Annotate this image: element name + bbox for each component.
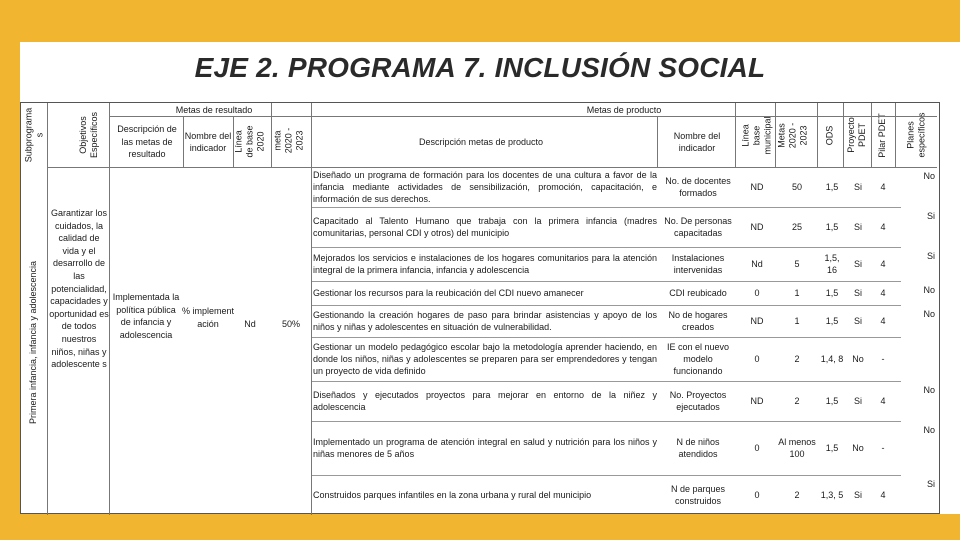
header-metas-resultado: Metas de resultado — [175, 105, 253, 115]
row-proyecto-cell: No — [852, 354, 864, 364]
grid-line — [271, 103, 272, 167]
row-divider — [311, 475, 901, 476]
row-divider — [311, 421, 901, 422]
row-proyecto-cell: Si — [853, 316, 862, 326]
resultado-indicador: % implement ación — [181, 306, 235, 329]
row-pilar-cell: 4 — [880, 259, 886, 269]
row-proyecto-cell: Si — [853, 396, 862, 406]
row-divider — [311, 305, 901, 306]
grid-line — [657, 117, 658, 167]
row-planes-cell: Si — [926, 251, 935, 261]
row-indicador-cell: N de parques construidos — [670, 484, 726, 506]
row-ods-cell: 1,5 — [825, 316, 839, 326]
row-linea-cell: ND — [750, 222, 764, 232]
row-desc-cell: Mejorados los servicios e instalaciones de los hogares comunitarios para la atención integral de la primera infancia, infancia y adolescencia — [313, 253, 657, 275]
row-pilar-cell: 4 — [880, 288, 886, 298]
row-meta-cell: Al menos 100 — [778, 437, 816, 459]
grid-line — [843, 103, 844, 167]
row-divider — [311, 281, 901, 282]
row-indicador-cell: No. Proyectos ejecutados — [669, 390, 727, 412]
row-desc-cell: Capacitado al Talento Humano que trabaja con la primera infancia (madres comunitarias, personal CDI y otros) del municipio — [313, 216, 657, 238]
row-meta-cell: 5 — [794, 259, 800, 269]
header-proyecto-pdet: Proyecto PDET — [846, 117, 867, 153]
grid-line — [311, 103, 312, 515]
row-planes-cell: Si — [926, 479, 935, 489]
row-linea-cell: 0 — [754, 288, 760, 298]
row-meta-cell: 1 — [794, 316, 800, 326]
top-accent-bar — [0, 0, 960, 42]
row-linea-cell: Nd — [751, 259, 763, 269]
header-metas-producto: Metas de producto — [586, 105, 662, 115]
row-pilar-cell: 4 — [880, 396, 886, 406]
row-linea-cell: ND — [750, 396, 764, 406]
grid-line — [735, 103, 736, 167]
row-linea-cell: 0 — [754, 443, 760, 453]
header-nombre-indicador: Nombre del indicador — [184, 130, 232, 153]
row-meta-cell: 1 — [794, 288, 800, 298]
row-desc-cell: Gestionar los recursos para la reubicación del CDI nuevo amanecer — [313, 288, 584, 298]
grid-line — [47, 103, 48, 515]
header-meta-2020-2023: meta 2020 - 2023 — [272, 127, 305, 153]
row-meta-cell: 50 — [791, 182, 802, 192]
grid-line — [109, 116, 937, 117]
row-ods-cell: 1,4, 8 — [820, 354, 844, 364]
header-descripcion-producto: Descripción metas de producto — [418, 136, 544, 147]
row-pilar-cell: - — [881, 443, 885, 453]
row-indicador-cell: No. De personas capacitadas — [664, 216, 732, 238]
program-table — [20, 102, 940, 514]
grid-line — [871, 103, 872, 167]
row-divider — [311, 207, 901, 208]
row-indicador-cell: Instalaciones intervenidas — [671, 253, 725, 275]
row-ods-cell: 1,5 — [825, 396, 839, 406]
header-metas-2020-2023: Metas 2020 - 2023 — [776, 122, 809, 148]
header-nombre-indicador-producto: Nombre del indicador — [673, 130, 721, 153]
resultado-linea-base: Nd — [244, 319, 256, 329]
row-linea-cell: 0 — [754, 490, 760, 500]
grid-line — [47, 167, 937, 168]
header-linea-base-2020: Línea de base 2020 — [233, 124, 266, 158]
row-planes-cell: No — [923, 171, 935, 181]
grid-line — [895, 103, 896, 167]
row-proyecto-cell: Si — [853, 490, 862, 500]
header-descripcion-resultado: Descripción de las metas de resultado — [117, 124, 177, 160]
row-desc-cell: Diseñado un programa de formación para los docentes de una cultura a favor de la infancia mediante actividades de sensibilización, promoción, capacitación, e información de sus derechos. — [313, 170, 657, 204]
header-pilar-pdet: Pilar PDET — [876, 112, 887, 158]
subprograma-value: Primera infancia, infancia y adolescencia — [28, 260, 39, 424]
row-planes-cell: No — [923, 425, 935, 435]
resultado-descripcion: Implementada la política pública de infancia y adolescencia — [112, 292, 180, 340]
row-desc-cell: Diseñados y ejecutados proyectos para mejorar en entorno de la niñez y adolescencia — [313, 390, 657, 412]
header-linea-base-municipal: Línea base municipal — [740, 115, 773, 155]
row-proyecto-cell: Si — [853, 182, 862, 192]
bottom-accent-bar — [0, 514, 960, 540]
row-desc-cell: Gestionar un modelo pedagógico escolar bajo la metodología aprender haciendo, en donde los niños, niñas y adolescentes se preparen para ser emprendedores y tengan un proyecto de vida definido — [313, 342, 657, 376]
grid-line — [233, 117, 234, 167]
header-ods: ODS — [824, 125, 835, 145]
row-indicador-cell: No de hogares creados — [668, 310, 728, 332]
row-ods-cell: 1,5 — [825, 222, 839, 232]
row-ods-cell: 1,5, 16 — [824, 253, 840, 275]
row-planes-cell: No — [923, 309, 935, 319]
row-planes-cell: No — [923, 385, 935, 395]
row-meta-cell: 25 — [791, 222, 802, 232]
resultado-meta: 50% — [281, 319, 300, 329]
header-planes-especificos: Planes específicos — [905, 112, 927, 158]
row-divider — [311, 337, 901, 338]
objetivo-value: Garantizar los cuidados, la calidad de vida y el desarrollo de las potencialidad, capacidades y oportunidad es de todos nuestros niños, niñas y adolescente s — [49, 208, 109, 370]
row-proyecto-cell: Si — [853, 259, 862, 269]
row-proyecto-cell: Si — [853, 288, 862, 298]
row-divider — [311, 381, 901, 382]
row-pilar-cell: 4 — [880, 222, 886, 232]
row-planes-cell: No — [923, 285, 935, 295]
row-indicador-cell: N de niños atendidos — [676, 437, 720, 459]
row-proyecto-cell: No — [852, 443, 864, 453]
row-desc-cell: Construidos parques infantiles en la zona urbana y rural del municipio — [313, 490, 592, 500]
row-ods-cell: 1,5 — [825, 288, 839, 298]
row-meta-cell: 2 — [794, 490, 800, 500]
row-indicador-cell: No. de docentes formados — [665, 176, 731, 198]
row-planes-cell: Si — [926, 211, 935, 221]
row-pilar-cell: 4 — [880, 316, 886, 326]
page-title: EJE 2. PROGRAMA 7. INCLUSIÓN SOCIAL — [194, 52, 766, 83]
row-ods-cell: 1,3, 5 — [820, 490, 844, 500]
row-ods-cell: 1,5 — [825, 182, 839, 192]
row-indicador-cell: IE con el nuevo modelo funcionando — [666, 342, 730, 376]
row-planes-cell — [901, 340, 937, 352]
grid-line — [109, 103, 110, 515]
row-linea-cell: 0 — [754, 354, 760, 364]
row-proyecto-cell: Si — [853, 222, 862, 232]
grid-line — [183, 117, 184, 167]
row-pilar-cell: - — [881, 354, 885, 364]
row-pilar-cell: 4 — [880, 182, 886, 192]
header-objetivos: Objetivos Específicos — [78, 111, 100, 159]
header-subprograma: Subprograma s — [23, 107, 45, 163]
row-linea-cell: ND — [750, 182, 764, 192]
grid-line — [775, 103, 776, 167]
row-desc-cell: Gestionando la creación hogares de paso para brindar asistencias y apoyo de los niños y niñas y adolescentes en situación de vulnerabilidad. — [313, 310, 657, 332]
row-ods-cell: 1,5 — [825, 443, 839, 453]
row-linea-cell: ND — [750, 316, 764, 326]
row-divider — [311, 247, 901, 248]
row-meta-cell: 2 — [794, 396, 800, 406]
row-indicador-cell: CDI reubicado — [669, 288, 727, 298]
row-meta-cell: 2 — [794, 354, 800, 364]
row-pilar-cell: 4 — [880, 490, 886, 500]
grid-line — [817, 103, 818, 167]
row-desc-cell: Implementado un programa de atención integral en salud y nutrición para los niños y niñas menores de 5 años — [313, 437, 657, 459]
